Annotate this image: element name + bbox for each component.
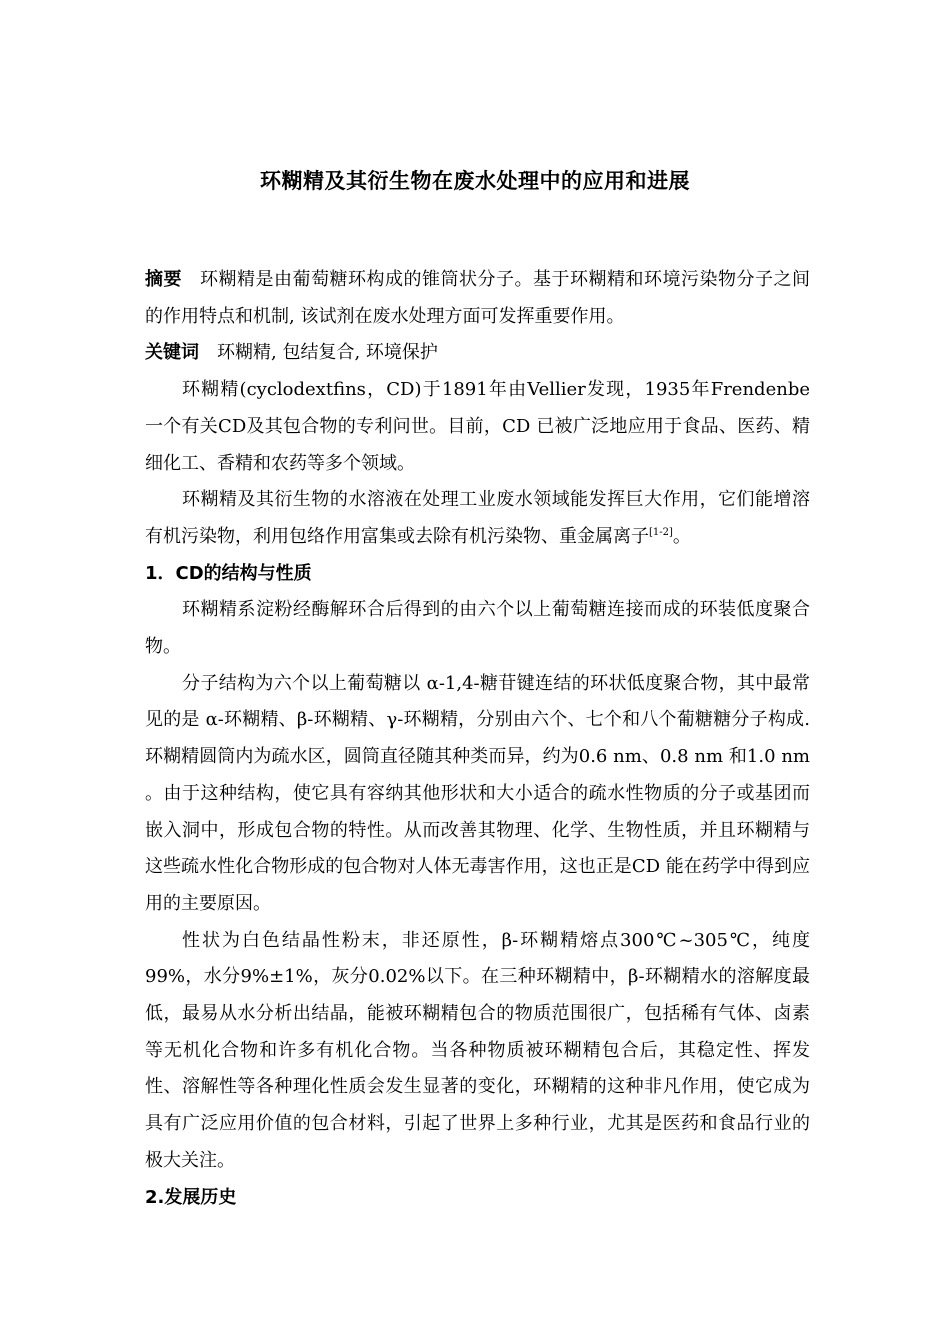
section-1-heading: 1．CD的结构与性质 <box>145 562 312 584</box>
keywords-text: 环糊精, 包结复合, 环境保护 <box>217 342 438 364</box>
intro-paragraph-2 <box>145 482 810 555</box>
abstract-label: 摘要 <box>145 269 182 290</box>
keywords-paragraph <box>145 335 810 372</box>
section-1-paragraph-3: 性状为白色结晶性粉末，非还原性，β-环糊精熔点300℃~305℃，纯度99%，水分9%±1%，灰分0.02%以下。在三种环糊精中，β-环糊精水的溶解度最低，最易从水分析出结晶，能被环糊精包合的物质范围很广，包括稀有气体、卤素等无机化合物和许多有机化合物。当各种物质被环糊精包合后，其稳定性、挥发性、溶解性等各种理化性质会发生显著的变化，环糊精的这种非凡作用，使它成为具有广泛应用价值的包合材料，引起了世界上多种行业，尤其是医药和食品行业的极大关注。 <box>145 929 810 1171</box>
intro-paragraph-1: 环糊精(cyclodextfins，CD)于1891年由Vellier发现，1935年Frendenbe 一个有关CD及其包合物的专利问世。目前，CD 已被广泛地应用于食品、医药、精细化工、香精和农药等多个领域。 <box>145 379 810 474</box>
section-1-paragraph-1: 环糊精系淀粉经酶解环合后得到的由六个以上葡萄糖连接而成的环装低度聚合物。 <box>145 599 810 658</box>
intro-paragraph-2-end: 。 <box>672 525 691 547</box>
paper-body <box>145 262 810 1216</box>
keywords-label: 关键词 <box>145 342 199 364</box>
citation-ref: [1-2] <box>649 526 673 538</box>
abstract-paragraph <box>145 262 810 335</box>
section-1-paragraph-2: 分子结构为六个以上葡萄糖以 α-1,4-糖苷键连结的环状低度聚合物，其中最常见的是 α-环糊精、β-环糊精、γ-环糊精，分别由六个、七个和八个葡糖糖分子构成.环糊精圆筒内为疏水区，圆筒直径随其种类而异，约为0.6 nm、0.8 nm 和1.0 nm 。由于这种结构，使它具有容纳其他形状和大小适合的疏水性物质的分子或基团而嵌入洞中，形成包合物的特性。从而改善其物理、化学、生物性质，并且环糊精与这些疏水性化合物形成的包合物对人体无毒害作用，这也正是CD 能在药学中得到应用的主要原因。 <box>145 672 810 914</box>
section-2-heading: 2.发展历史 <box>145 1186 237 1208</box>
paper-title: 环糊精及其衍生物在废水处理中的应用和进展 <box>260 169 690 193</box>
abstract-text: 环糊精是由葡萄糖环构成的锥筒状分子。基于环糊精和环境污染物分子之间的作用特点和机制, 该试剂在废水处理方面可发挥重要作用。 <box>145 269 810 327</box>
intro-paragraph-2-text: 环糊精及其衍生物的水溶液在处理工业废水领域能发挥巨大作用，它们能增溶有机污染物，利用包络作用富集或去除有机污染物、重金属离子 <box>145 489 810 547</box>
